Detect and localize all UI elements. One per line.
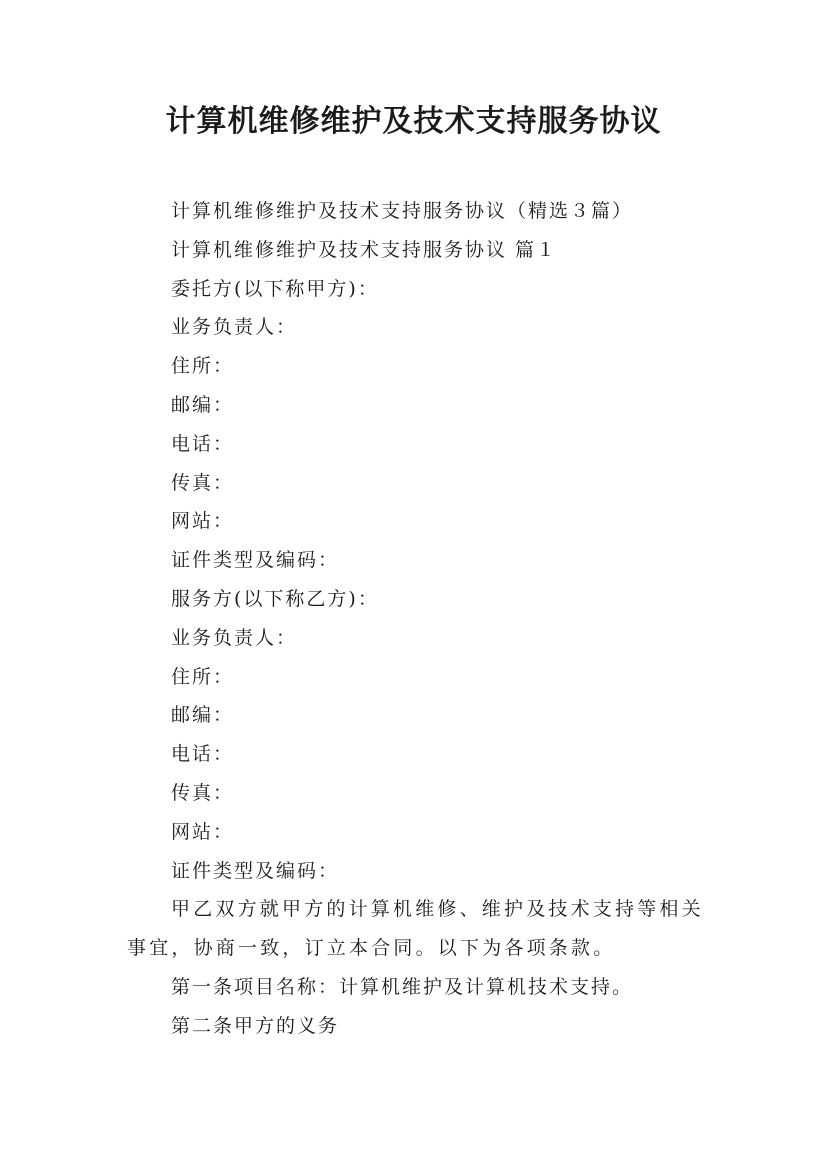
paragraph-client-website: 网站： xyxy=(171,510,235,533)
paragraph-provider-id: 证件类型及编码： xyxy=(171,859,340,882)
paragraph-provider-address: 住所： xyxy=(171,665,235,688)
paragraph-provider-postcode: 邮编： xyxy=(171,704,235,727)
paragraph-client-party: 委托方(以下称甲方)： xyxy=(171,277,379,300)
paragraph-client-postcode: 邮编： xyxy=(171,393,235,416)
document-title: 计算机维修维护及技术支持服务协议 xyxy=(165,104,662,139)
paragraph-provider-phone: 电话： xyxy=(171,743,235,766)
paragraph-provider-fax: 传真： xyxy=(171,781,235,804)
paragraph-subtitle: 计算机维修维护及技术支持服务协议（精选３篇） xyxy=(171,200,634,222)
paragraph-provider-manager: 业务负责人： xyxy=(171,626,298,649)
paragraph-client-manager: 业务负责人： xyxy=(171,316,298,339)
document-body xyxy=(127,192,717,1046)
paragraph-section-heading: 计算机维修维护及技术支持服务协议 篇１ xyxy=(171,238,558,261)
paragraph-article-two: 第二条甲方的义务 xyxy=(171,1014,340,1037)
paragraph-provider-website: 网站： xyxy=(171,820,235,843)
paragraph-client-address: 住所： xyxy=(171,355,235,378)
paragraph-agreement-intro: 甲乙双方就甲方的计算机维修、维护及技术支持等相关事宜，协商一致，订立本合同。以下为各项条款。 xyxy=(127,898,704,960)
paragraph-client-id: 证件类型及编码： xyxy=(171,549,340,572)
paragraph-provider-party: 服务方(以下称乙方)： xyxy=(171,587,379,610)
paragraph-client-fax: 传真： xyxy=(171,471,235,494)
paragraph-client-phone: 电话： xyxy=(171,432,235,455)
paragraph-article-one: 第一条项目名称：计算机维护及计算机技术支持。 xyxy=(171,975,634,998)
